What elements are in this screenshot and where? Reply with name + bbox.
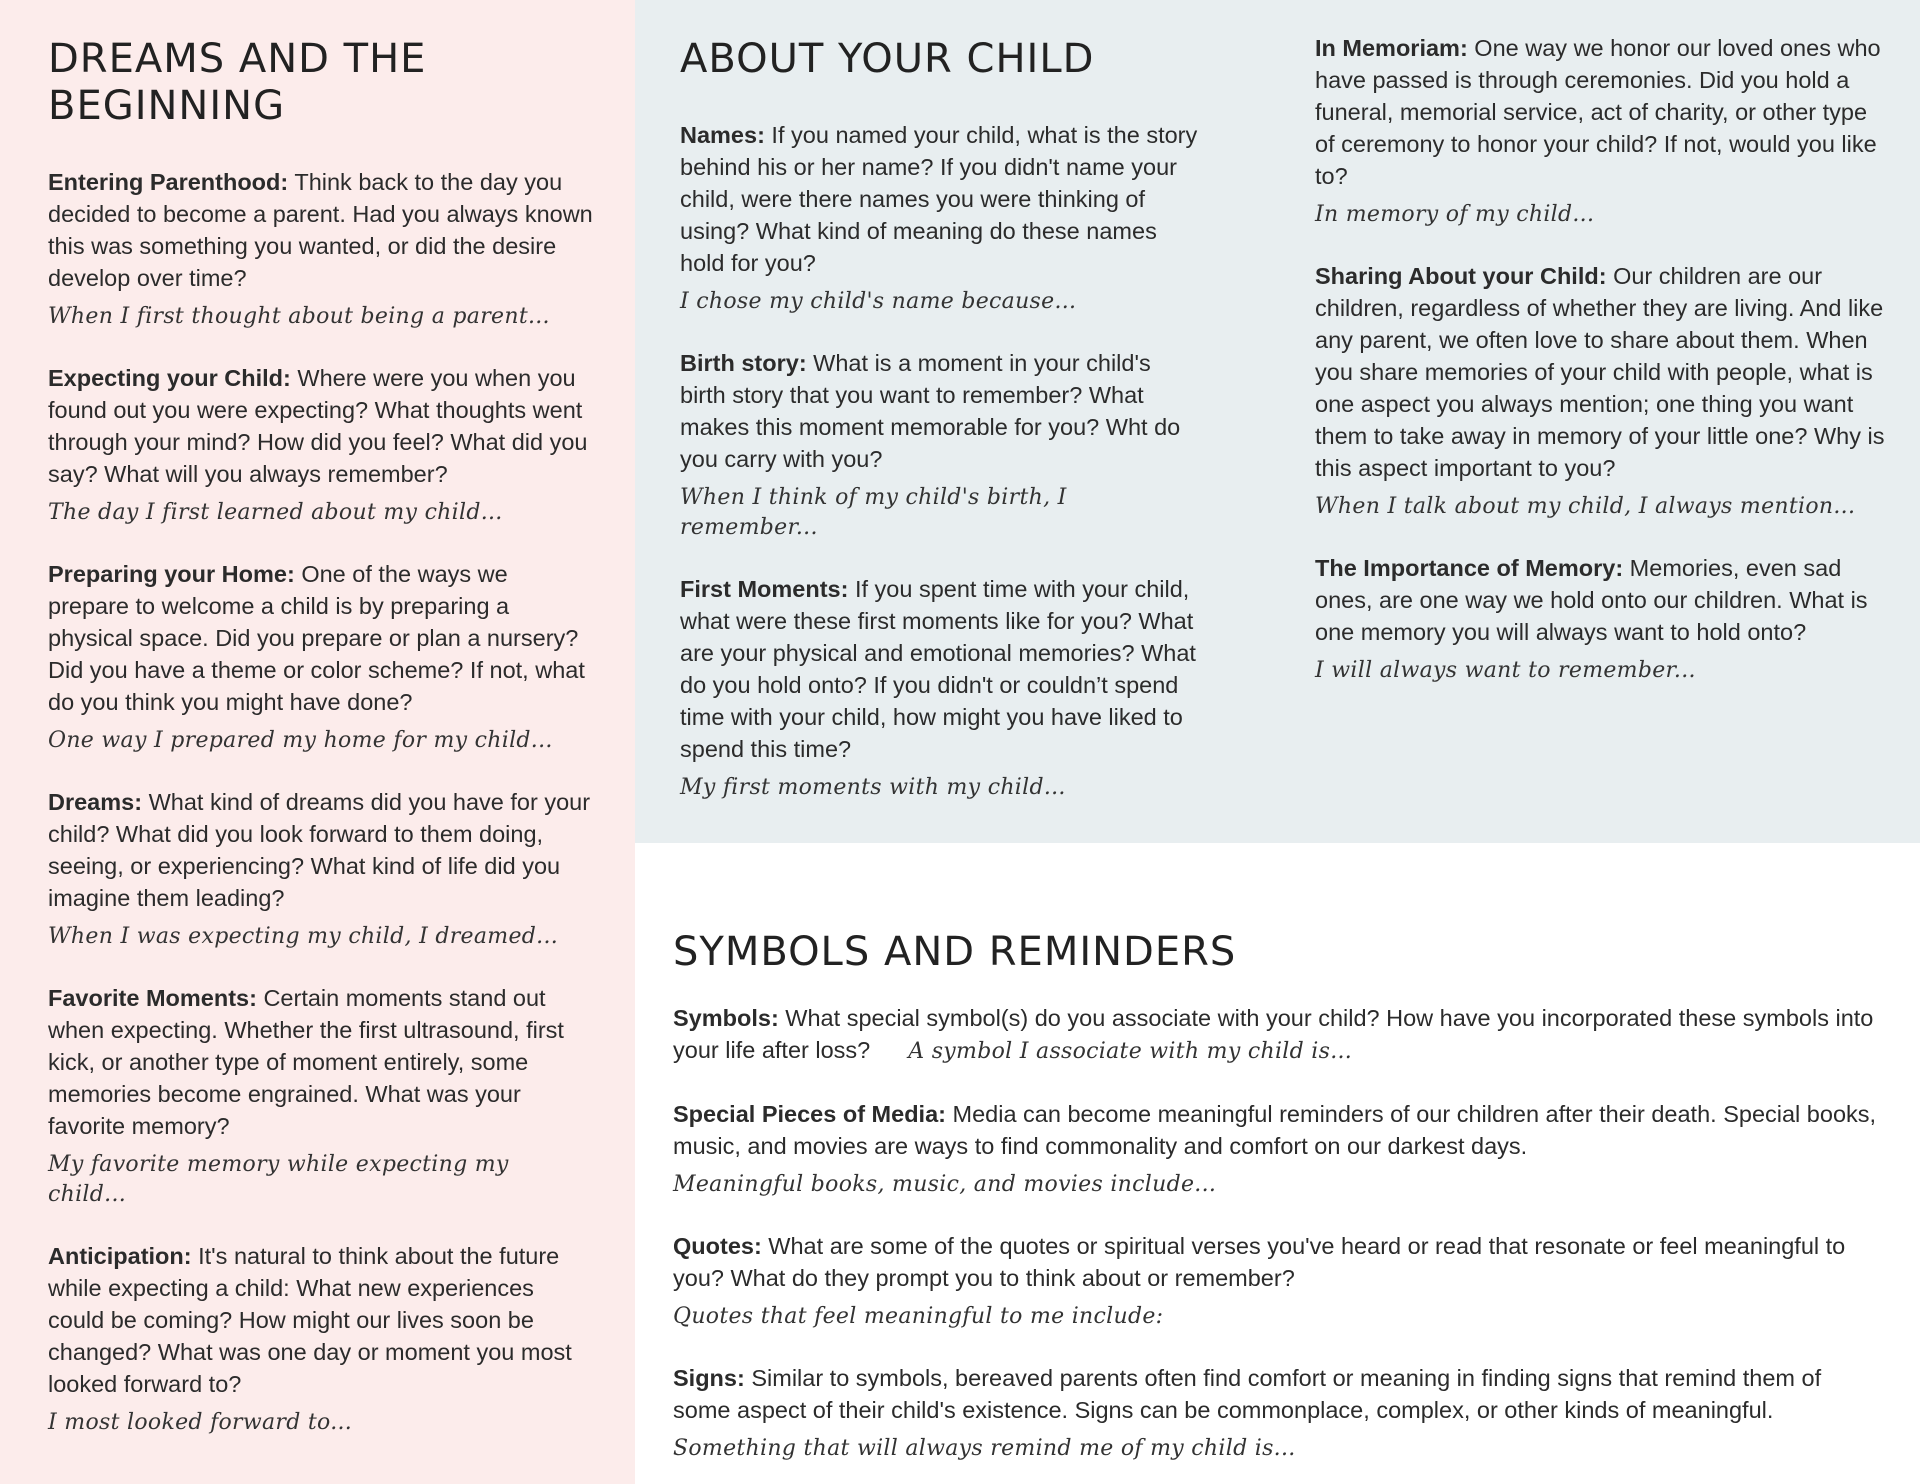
handwritten-response: Meaningful books, music, and movies include... bbox=[673, 1172, 1217, 1197]
handwritten-response: My favorite memory while expecting my child... bbox=[48, 1152, 509, 1207]
prompt-section bbox=[1315, 32, 1885, 230]
about-column-left bbox=[680, 32, 1200, 833]
prompt-text bbox=[673, 1362, 1880, 1426]
prompt-section bbox=[48, 982, 593, 1210]
prompt-title: In Memoriam: bbox=[1315, 35, 1468, 61]
handwritten-response: When I first thought about being a parent... bbox=[48, 304, 550, 329]
handwritten-response: I will always want to remember... bbox=[1315, 658, 1696, 683]
prompt-section bbox=[48, 362, 593, 528]
prompt-title: Dreams: bbox=[48, 789, 143, 815]
prompt-body: It's natural to think about the future while expecting a child: What new experiences could be coming? How might our lives soon be changed? What was one day or moment you most looked forward to? bbox=[48, 1243, 572, 1397]
prompt-title: Birth story: bbox=[680, 350, 807, 376]
prompt-section bbox=[48, 1240, 593, 1438]
prompt-text bbox=[673, 1098, 1880, 1162]
prompt-body: Our children are our children, regardless of whether they are living. And like any parent, we often love to share about them. When you share memories of your child with people, what is one aspect you always mention; one thing you want them to take away in memory of your little one? Why is this aspect important to you? bbox=[1315, 263, 1885, 481]
prompt-body: What kind of dreams did you have for your child? What did you look forward to them doing, seeing, or experiencing? What kind of life did you imagine them leading? bbox=[48, 789, 591, 911]
prompt-section bbox=[48, 166, 593, 332]
prompt-title: Expecting your Child: bbox=[48, 365, 291, 391]
handwritten-response: When I think of my child's birth, I remember... bbox=[680, 485, 1067, 540]
prompt-title: Anticipation: bbox=[48, 1243, 192, 1269]
handwritten-response: I chose my child's name because... bbox=[680, 289, 1077, 314]
prompt-text bbox=[673, 1230, 1880, 1294]
about-panel bbox=[635, 0, 1920, 843]
prompt-title: Sharing About your Child: bbox=[1315, 263, 1607, 289]
prompt-body: What special symbol(s) do you associate with your child? How have you incorporated these symbols into your life after loss? bbox=[673, 1005, 1874, 1063]
prompt-text bbox=[48, 1240, 593, 1400]
handwritten-response: Something that will always remind me of my child is... bbox=[673, 1436, 1296, 1461]
prompt-text bbox=[48, 786, 593, 914]
prompt-title: Signs: bbox=[673, 1365, 745, 1391]
prompt-text bbox=[48, 558, 593, 718]
prompt-list bbox=[48, 166, 593, 1438]
prompt-text bbox=[1315, 32, 1885, 192]
about-column-right bbox=[1315, 32, 1885, 716]
prompt-body: If you spent time with your child, what were these first moments like for you? What are your physical and emotional memories? What do you hold onto? If you didn't or couldn’t spend time with your child, how might you have liked to spend this time? bbox=[680, 576, 1196, 762]
prompt-list bbox=[1315, 32, 1885, 686]
prompt-section bbox=[48, 558, 593, 756]
prompt-text bbox=[673, 1002, 1880, 1068]
prompt-title: The Importance of Memory: bbox=[1315, 555, 1624, 581]
prompt-list bbox=[680, 119, 1200, 803]
prompt-section bbox=[680, 573, 1200, 803]
prompt-body: Think back to the day you decided to become a parent. Had you always known this was something you wanted, or did the desire develop over time? bbox=[48, 169, 593, 291]
prompt-section bbox=[673, 1362, 1880, 1464]
prompt-section bbox=[673, 1230, 1880, 1332]
handwritten-response: When I was expecting my child, I dreamed... bbox=[48, 924, 559, 949]
handwritten-response: When I talk about my child, I always mention... bbox=[1315, 494, 1856, 519]
prompt-text bbox=[680, 119, 1200, 279]
prompt-body: If you named your child, what is the story behind his or her name? If you didn't name your child, were there names you were thinking of using? What kind of meaning do these names hold for you? bbox=[680, 122, 1198, 276]
handwritten-response: A symbol I associate with my child is... bbox=[908, 1039, 1353, 1064]
prompt-text bbox=[48, 166, 593, 294]
prompt-title: Entering Parenthood: bbox=[48, 169, 289, 195]
prompt-text bbox=[680, 573, 1200, 765]
prompt-body: Where were you when you found out you were expecting? What thoughts went through your mind? How did you feel? What did you say? What will you always remember? bbox=[48, 365, 588, 487]
prompt-body: Media can become meaningful reminders of our children after their death. Special books, music, and movies are ways to find commonality and comfort on our darkest days. bbox=[673, 1101, 1877, 1159]
handwritten-response: I most looked forward to... bbox=[48, 1410, 353, 1435]
prompt-body: One way we honor our loved ones who have passed is through ceremonies. Did you hold a funeral, memorial service, act of charity, or other type of ceremony to honor your child? If not, would you like to? bbox=[1315, 35, 1881, 189]
prompt-title: Symbols: bbox=[673, 1005, 779, 1031]
prompt-title: First Moments: bbox=[680, 576, 849, 602]
prompt-text bbox=[1315, 552, 1885, 648]
section-heading: ABOUT YOUR CHILD bbox=[680, 36, 1095, 82]
prompt-section bbox=[1315, 260, 1885, 522]
prompt-title: Names: bbox=[680, 122, 765, 148]
section-heading: SYMBOLS AND REMINDERS bbox=[673, 929, 1237, 975]
prompt-title: Favorite Moments: bbox=[48, 985, 257, 1011]
prompt-title: Quotes: bbox=[673, 1233, 762, 1259]
prompt-section bbox=[673, 1098, 1880, 1200]
prompt-list bbox=[673, 1098, 1880, 1464]
handwritten-response: In memory of my child... bbox=[1315, 202, 1595, 227]
prompt-body: Memories, even sad ones, are one way we hold onto our children. What is one memory you will always want to hold onto? bbox=[1315, 555, 1868, 645]
prompt-text bbox=[48, 982, 593, 1142]
prompt-body: One of the ways we prepare to welcome a child is by preparing a physical space. Did you prepare or plan a nursery? Did you have a theme or color scheme? If not, what do you think you might have done? bbox=[48, 561, 585, 715]
handwritten-response: The day I first learned about my child... bbox=[48, 500, 503, 525]
prompt-body: What are some of the quotes or spiritual verses you've heard or read that resonate or feel meaningful to you? What do they prompt you to think about or remember? bbox=[673, 1233, 1846, 1291]
prompt-body: Certain moments stand out when expecting. Whether the first ultrasound, first kick, or another type of moment entirely, some memories become engrained. What was your favorite memory? bbox=[48, 985, 564, 1139]
prompt-title: Preparing your Home: bbox=[48, 561, 295, 587]
prompt-title: Special Pieces of Media: bbox=[673, 1101, 946, 1127]
handwritten-response: My first moments with my child... bbox=[680, 775, 1066, 800]
symbols-panel bbox=[635, 843, 1920, 1484]
prompt-section bbox=[48, 786, 593, 952]
prompt-text bbox=[680, 347, 1200, 475]
prompt-section bbox=[680, 347, 1200, 543]
section-heading: DREAMS AND THE BEGINNING bbox=[48, 36, 427, 129]
prompt-body: Similar to symbols, bereaved parents often find comfort or meaning in finding signs that remind them of some aspect of their child's existence. Signs can be commonplace, complex, or other kinds of meaningful. bbox=[673, 1365, 1822, 1423]
prompt-body: What is a moment in your child's birth story that you want to remember? What makes this moment memorable for you? Wht do you carry with you? bbox=[680, 350, 1181, 472]
prompt-section bbox=[680, 119, 1200, 317]
prompt-text bbox=[1315, 260, 1885, 484]
dreams-panel bbox=[0, 0, 635, 1484]
handwritten-response: Quotes that feel meaningful to me include: bbox=[673, 1304, 1164, 1329]
prompt-section bbox=[1315, 552, 1885, 686]
prompt-text bbox=[48, 362, 593, 490]
prompt-section bbox=[673, 1002, 1880, 1068]
handwritten-response: One way I prepared my home for my child... bbox=[48, 728, 553, 753]
